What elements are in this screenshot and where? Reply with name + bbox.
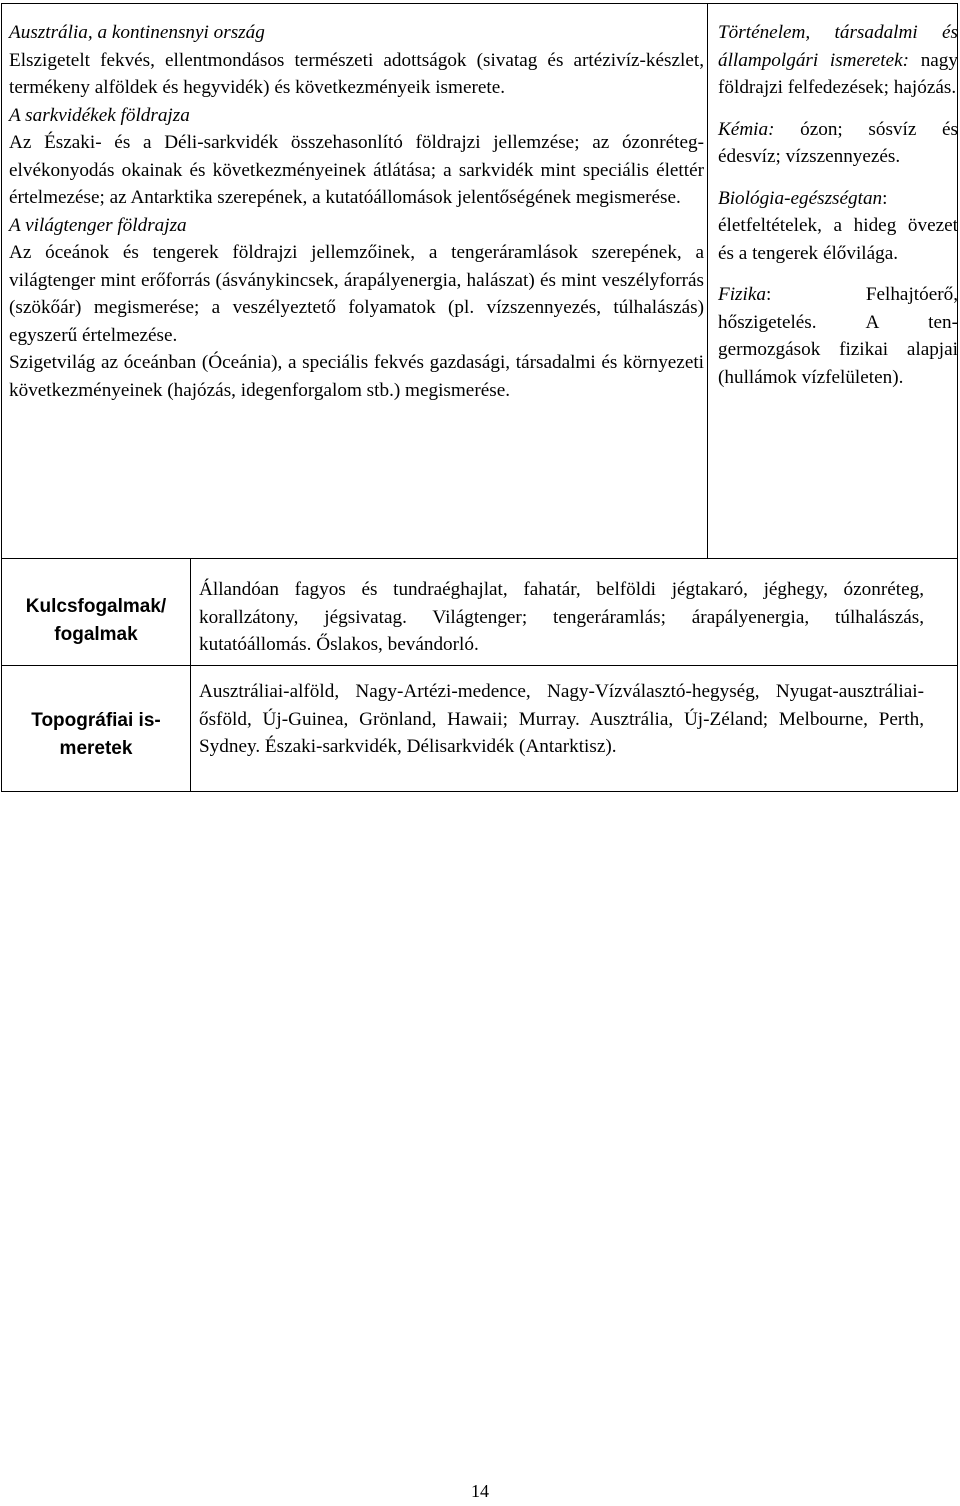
chemistry-label: Kémia:: [718, 118, 775, 140]
label-column-divider: [190, 559, 191, 791]
page-number: 14: [471, 1481, 489, 1501]
section-text-australia: Elszigetelt fekvés, ellentmondásos természeti adottságok (sivatag és artézivíz-készlet, termékeny alföldek és hegyvidék) és következményeik ismerete.: [9, 49, 704, 98]
chemistry-connection: [718, 116, 958, 171]
chemistry-text: ózon; sósvíz és édesvíz; vízszennyezés.: [718, 118, 958, 167]
curriculum-table-top: [1, 3, 958, 559]
topography-text: Ausztráliai-alföld, Nagy-Artézi-medence, Nagy-Vízválasztó-hegység, Nyugat-ausztráliai-ősföld, Új-Guinea, Grönland, Hawaii; Murray. Ausztrália, Új-Zéland; Melbourne, Perth, Sydney. Északi-sarkvidék, Délisarkvidék (Antarktisz).: [199, 681, 924, 757]
key-concepts-label: Kulcsfogalmak/ fogalmak: [25, 596, 167, 645]
history-connection: [718, 19, 958, 102]
physics-label: Fizika: [718, 284, 766, 305]
biology-connection: [718, 185, 958, 268]
curriculum-table-bottom: [1, 559, 958, 792]
history-text: nagy földrajzi felfedezések; hajózás.: [718, 49, 958, 98]
section-text-oceania: Szigetvilág az óceánban (Óceánia), a speciális fekvés gazdasági, társadalmi és környezeti következményeinek (hajózás, idegenforgalom stb.) megismerése.: [9, 352, 704, 401]
history-label: Történelem, társadalmi és állampolgári ismeretek:: [718, 22, 958, 71]
column-divider: [707, 4, 708, 558]
biology-text: : életfeltételek, a hideg övezet és a tengerek élővilága.: [718, 187, 958, 264]
key-concepts-text: Állandóan fagyos és tundraéghajlat, fahatár, belföldi jégtakaró, jéghegy, ózonréteg, korallzátony, jégsivatag. Világtenger; tengeráramlás; árapályenergia, túlhalászás, kutatóállomás. Őslakos, bevándorló.: [199, 579, 924, 655]
section-text-world-ocean: Az óceánok és tengerek földrajzi jellemzőinek, a tengeráramlások szerepének, a világtenger mint erőforrás (ásványkincsek, árapályenergia, halászat) és mint veszélyforrás (szökőár) megismerése; a veszélyeztető folyamatok (pl. vízszennyezés, túlhalászás) egyszerű értelmezése.: [9, 242, 704, 346]
section-text-polar: Az Északi- és a Déli-sarkvidék összehasonlító földrajzi jellemzése; az ózonréteg-elvékonyodás okainak és következményeinek átlátása; a sarkvidék mint speciális élettér értelmezése; az Antarktika szerepének, a kutatóállomások jelentőségének megismerése.: [9, 132, 704, 208]
topography-label: Topográfiai ismeretek: [31, 710, 161, 759]
content-cell: [9, 19, 704, 404]
row-divider: [2, 665, 957, 666]
physics-connection: [718, 281, 958, 391]
section-heading-world-ocean: A világtenger földrajza: [9, 214, 187, 236]
physics-text: : Felhajtóerő, hőszigetelés. A tengermozgások fizikai alapjai (hullámok vízfelületen).: [718, 284, 958, 388]
cross-curricular-cell: [718, 19, 958, 405]
section-heading-australia: Ausztrália, a kontinensnyi ország: [9, 22, 265, 43]
biology-label: Biológia-egészségtan: [718, 187, 883, 209]
section-heading-polar: A sarkvidékek földrajza: [9, 104, 190, 126]
